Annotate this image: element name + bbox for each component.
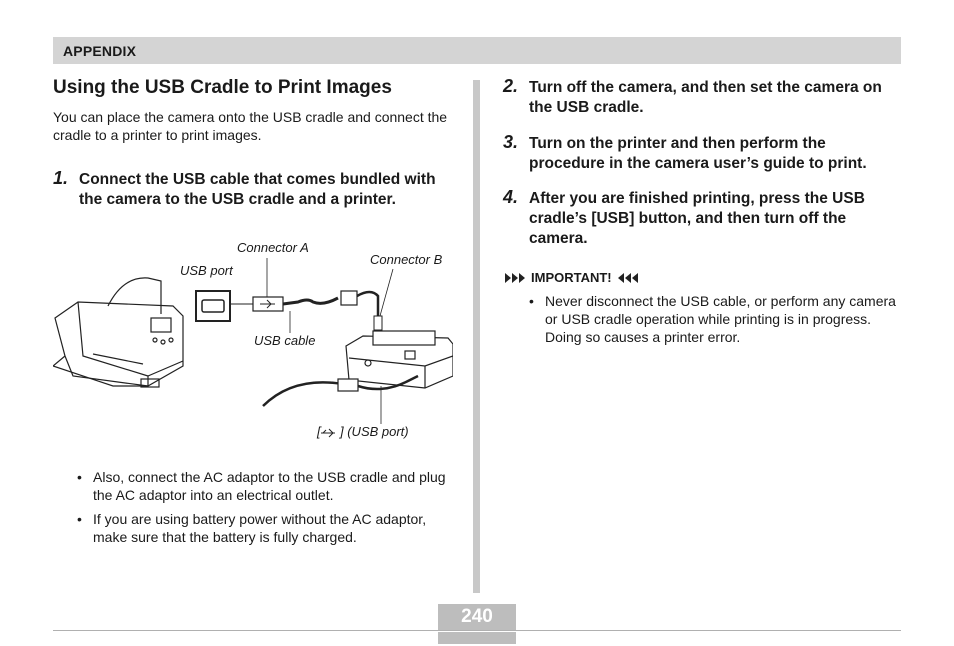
usb-cradle-illustration	[346, 331, 453, 388]
page-number: 240	[438, 604, 516, 630]
cradle-usb-port-label-open: [	[317, 424, 321, 439]
step-1	[53, 170, 453, 230]
step-2	[503, 78, 903, 122]
important-list	[525, 292, 897, 346]
connector-b-label: Connector B	[370, 252, 443, 267]
connector-b-plug	[374, 316, 382, 330]
important-left-arrows-icon	[505, 272, 525, 284]
intro-paragraph: You can place the camera onto the USB cradle and connect the cradle to a printer to print images.	[53, 109, 448, 143]
usb-port-box	[196, 291, 230, 321]
list-item: • Also, connect the AC adaptor to the USB cradle and plug the AC adaptor into an electrical outlet.	[73, 468, 453, 504]
page-number-tab	[438, 632, 516, 644]
page-number-box	[438, 604, 516, 644]
step-number: 2.	[503, 76, 519, 96]
cradle-usb-port-label: ] (USB port)	[340, 424, 409, 439]
section-label: APPENDIX	[63, 43, 137, 59]
usb-cradle-diagram	[53, 236, 453, 446]
step-4	[503, 189, 903, 253]
important-label: IMPORTANT!	[531, 270, 612, 285]
step-text: Connect the USB cable that comes bundled with the camera to the USB cradle and a printer.	[79, 171, 436, 208]
usb-cable-label: USB cable	[254, 333, 316, 348]
important-heading	[505, 270, 638, 285]
printer-illustration	[53, 278, 183, 387]
list-item: • If you are using battery power without the AC adaptor, make sure that the battery is fully charged.	[73, 510, 453, 546]
step-text: After you are finished printing, press the USB cradle’s [USB] button, and then turn off the camera.	[529, 190, 865, 247]
notes-list	[73, 468, 453, 546]
step-3	[503, 134, 903, 178]
step-number: 3.	[503, 132, 519, 152]
section-title: Using the USB Cradle to Print Images	[53, 77, 392, 98]
step-number: 1.	[53, 168, 69, 188]
diagram-illustration	[53, 236, 453, 446]
step-text: Turn on the printer and then perform the procedure in the camera user’s guide to print.	[529, 135, 867, 172]
list-item: • Never disconnect the USB cable, or perform any camera or USB cradle operation while printing is in progress. Doing so causes a printer error.	[525, 292, 897, 346]
step-number: 4.	[503, 187, 519, 207]
usb-symbol-icon	[321, 429, 335, 437]
step-text: Turn off the camera, and then set the camera on the USB cradle.	[529, 79, 882, 116]
usb-port-label: USB port	[180, 263, 233, 278]
important-right-arrows-icon	[618, 272, 638, 284]
header-bar	[53, 37, 901, 64]
connector-a-label: Connector A	[237, 240, 309, 255]
left-column	[53, 76, 453, 144]
column-divider	[473, 80, 480, 593]
